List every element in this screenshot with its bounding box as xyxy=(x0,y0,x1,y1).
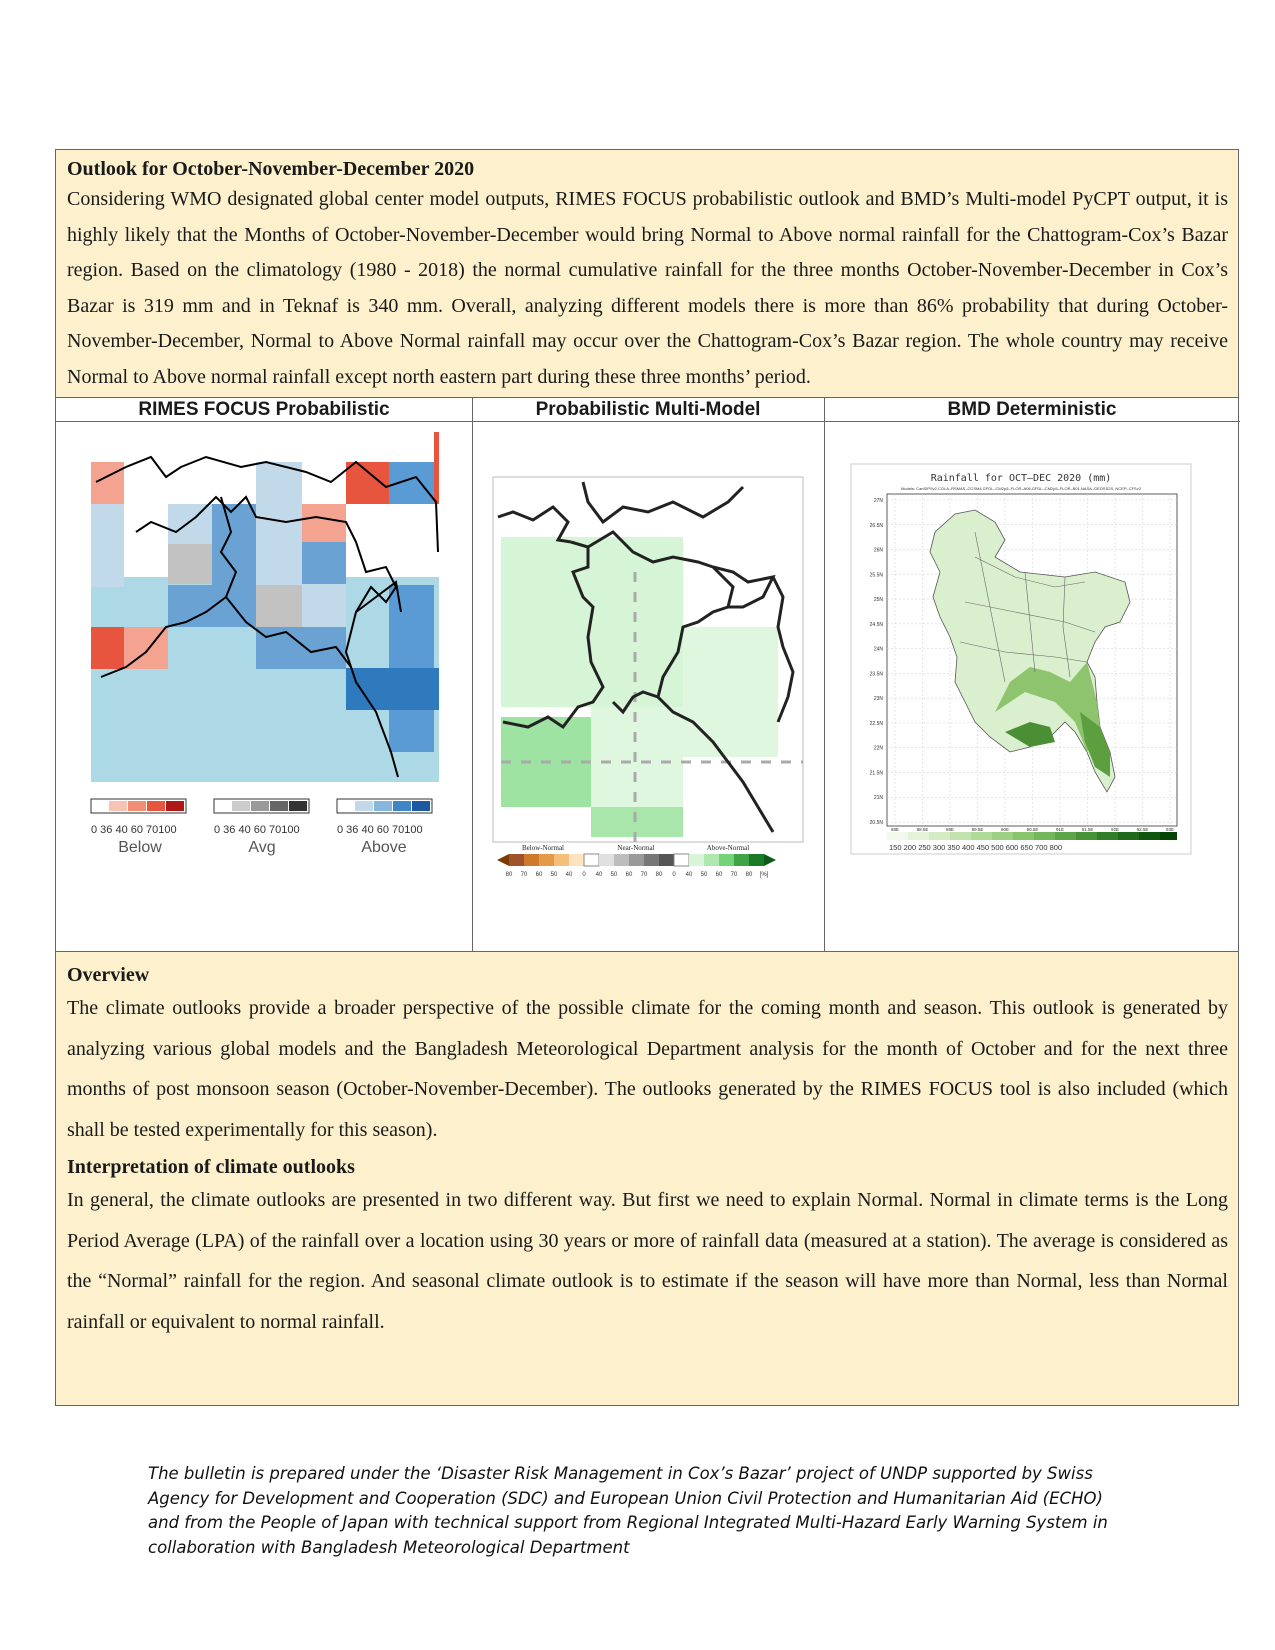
bmd-lat-tick: 23.5N xyxy=(869,671,883,678)
mm-tick-label: 60 xyxy=(535,872,543,878)
mm-tick-label: 50 xyxy=(700,872,708,878)
legend-ticks-below: 0 36 40 60 70100 xyxy=(91,824,177,836)
bmd-colorbar-ticks: 150 200 250 300 350 400 450 500 600 650 700 800 xyxy=(889,843,1063,852)
rimes-legend-above xyxy=(337,799,432,813)
rimes-header: RIMES FOCUS Probabilistic xyxy=(56,398,472,422)
legend-ticks-above: 0 36 40 60 70100 xyxy=(337,824,423,836)
legend-label-avg: Avg xyxy=(248,839,276,856)
legend-ticks-avg: 0 36 40 60 70100 xyxy=(214,824,300,836)
bmd-map xyxy=(825,422,1240,952)
bmd-lon-tick: 90.5E xyxy=(1026,827,1039,832)
bmd-lon-tick: 90E xyxy=(1000,827,1010,832)
bmd-lon-tick: 88.5E xyxy=(916,827,929,832)
rimes-legend-avg xyxy=(214,799,309,813)
mm-tick-label: 60 xyxy=(625,872,633,878)
bmd-lon-tick: 93E xyxy=(1165,827,1175,832)
bmd-lat-tick: 22N xyxy=(873,745,883,752)
bmd-lat-tick: 20.5N xyxy=(869,820,883,826)
bmd-lat-tick: 27N xyxy=(873,498,883,504)
mm-tick-label: 50 xyxy=(610,872,618,878)
bmd-lon-tick: 89E xyxy=(945,827,955,832)
bmd-lat-tick: 24.5N xyxy=(869,621,883,628)
mm-tick-label: 80 xyxy=(745,872,753,878)
outlook-text: Considering WMO designated global center model outputs, RIMES FOCUS probabilistic outlook and BMD’s Multi-model PyCPT output, it is highly likely that the Months of October-November-December would bring Normal to Above normal rainfall for the Chattogram-Cox’s Bazar region. Based on the climatology (1980 - 2018) the normal cumulative rainfall for the three months October-November-December in Cox’s Bazar is 319 mm and in Teknaf is 340 mm. Overall, analyzing different models there is more than 86% probability that during October-November-December, Normal to Above Normal rainfall may occur over the Chattogram-Cox’s Bazar region. The whole country may receive Normal to Above normal rainfall except north eastern part during these three months’ period. xyxy=(67,188,1228,388)
bmd-colorbar xyxy=(887,832,1177,840)
mm-tick-label: 40 xyxy=(685,872,693,878)
interpretation-title: Interpretation of climate outlooks xyxy=(67,1156,355,1178)
mm-tick-label: 40 xyxy=(595,872,603,878)
outlook-title: Outlook for October-November-December 2020 xyxy=(67,158,475,180)
overview-title: Overview xyxy=(67,964,150,986)
bmd-lat-tick: 21N xyxy=(873,795,883,802)
overview-text: The climate outlooks provide a broader perspective of the possible climate for the coming month and season. This outlook is generated by analyzing various global models and the Bangladesh Meteorological Department analysis for the month of October and for the next three months of post monsoon season (October-November-December). The outlooks generated by the RIMES FOCUS tool is also included (which shall be tested experimentally for this season). xyxy=(67,997,1228,1141)
bmd-lon-tick: 92E xyxy=(1110,827,1120,832)
multimodel-header: Probabilistic Multi-Model xyxy=(472,398,824,422)
mm-tick-label: 80 xyxy=(505,872,513,878)
bmd-lon-tick: 88E xyxy=(890,827,900,832)
mm-group-below: Below-Normal xyxy=(522,844,564,852)
footer-note: The bulletin is prepared under the ‘Disaster Risk Management in Cox’s Bazar’ project of UNDP supported by Swiss Agency for Development and Cooperation (SDC) and European Union Civil Protection and Humanitarian Aid (ECHO) and from the People of Japan with technical support from Regional Integrated Multi-Hazard Early Warning System in collaboration with Bangladesh Meteorological Department xyxy=(148,1464,1108,1557)
mm-tick-label: 70 xyxy=(640,872,648,878)
bmd-lon-tick: 89.5E xyxy=(971,827,984,832)
mm-group-near: Near-Normal xyxy=(617,844,655,852)
bmd-chart-subtitle: Models: CanSIPSv2,COLA–RSMAS–CCSM4,GFDL–CM2p5–FLOR–A06,GFDL–CM2p5–FLOR–B01,NASA–GEOSS2S, NCEP–CFSv2 xyxy=(901,486,1141,491)
mm-tick-label: 40 xyxy=(565,872,573,878)
mm-group-above: Above-Normal xyxy=(706,844,750,852)
mm-tick-label: 60 xyxy=(715,872,723,878)
multimodel-map-panel xyxy=(473,422,824,952)
bmd-lon-tick: 91.5E xyxy=(1081,827,1094,832)
bmd-header: BMD Deterministic xyxy=(824,398,1240,422)
bmd-lat-tick: 22.5N xyxy=(869,720,883,727)
bmd-lat-tick: 26N xyxy=(873,547,883,554)
bmd-lon-tick: 92.5E xyxy=(1136,827,1149,832)
legend-label-above: Above xyxy=(361,839,407,856)
mm-tick-label: 0 xyxy=(582,872,586,878)
rimes-map-panel xyxy=(56,422,472,952)
mm-tick-label: 0 xyxy=(672,872,676,878)
mm-tick-label: 80 xyxy=(655,872,663,878)
mm-tick-label: 50 xyxy=(550,872,558,878)
bmd-lon-tick: 91E xyxy=(1055,827,1065,832)
maps-row xyxy=(56,397,1238,952)
bulletin-box xyxy=(55,149,1239,1406)
legend-label-below: Below xyxy=(118,839,162,856)
bmd-lat-tick: 26.5N xyxy=(869,522,883,529)
bmd-chart-title: Rainfall for OCT–DEC 2020 (mm) xyxy=(930,473,1112,484)
outlook-section xyxy=(56,150,1238,398)
mm-tick-label: [%] xyxy=(759,872,769,878)
bmd-map-panel xyxy=(825,422,1240,952)
interpretation-text: In general, the climate outlooks are presented in two different way. But first we need to explain Normal. Normal in climate terms is the Long Period Average (LPA) of the rainfall over a location using 30 years or more of rainfall data (measured at a station). The average is considered as the “Normal” rainfall for the region. And seasonal climate outlook is to estimate if the season will have more than Normal, less than Normal rainfall or equivalent to normal rainfall. xyxy=(67,1189,1228,1333)
overview-section xyxy=(56,952,1238,1342)
rimes-legend-below xyxy=(91,799,186,813)
bmd-lat-tick: 25N xyxy=(873,597,883,604)
bmd-lat-tick: 25.5N xyxy=(869,572,883,579)
multimodel-colorbar xyxy=(497,854,776,866)
multimodel-tick-labels xyxy=(506,872,769,878)
bmd-lat-tick: 23N xyxy=(873,696,883,703)
mm-tick-label: 70 xyxy=(520,872,528,878)
bmd-lat-tick: 21.5N xyxy=(869,770,883,777)
rimes-map xyxy=(56,422,472,952)
multimodel-map xyxy=(473,422,824,952)
bmd-lat-tick: 24N xyxy=(873,646,883,653)
mm-tick-label: 70 xyxy=(730,872,738,878)
